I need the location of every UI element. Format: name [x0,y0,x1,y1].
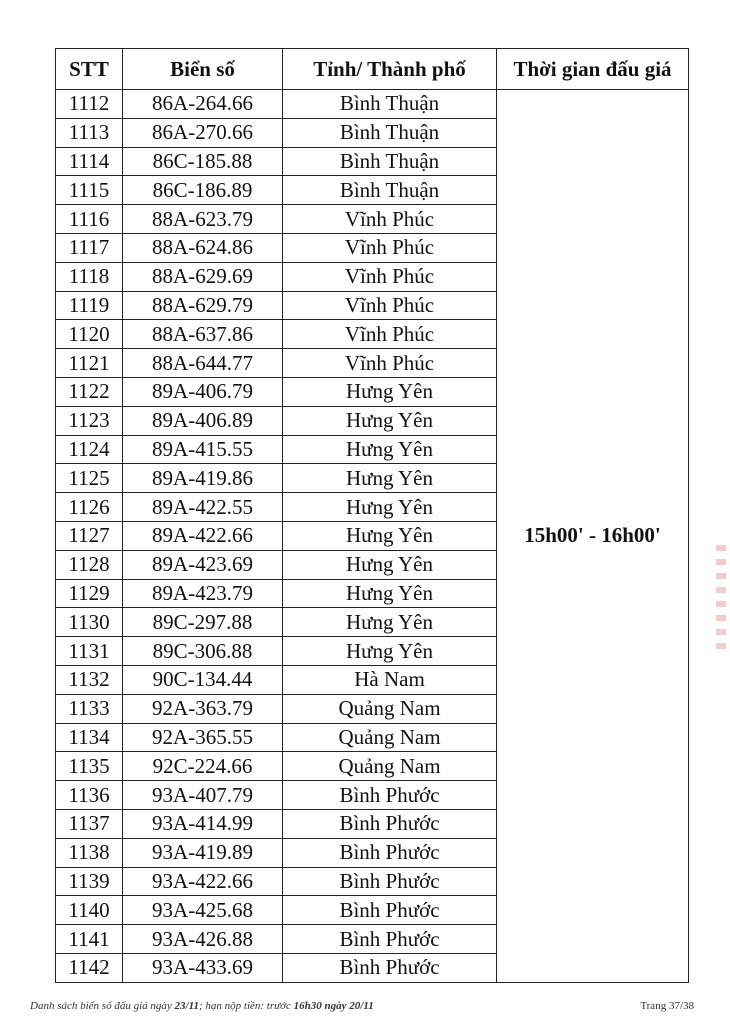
cell-stt: 1131 [56,637,123,666]
cell-plate: 89C-297.88 [123,608,283,637]
cell-province: Bình Phước [283,867,497,896]
cell-plate: 89C-306.88 [123,637,283,666]
cell-province: Hưng Yên [283,550,497,579]
header-plate: Biển số [123,49,283,90]
cell-stt: 1116 [56,205,123,234]
cell-stt: 1128 [56,550,123,579]
footer-deadline: 16h30 ngày 20/11 [293,1000,374,1012]
cell-stt: 1124 [56,435,123,464]
page-number: Trang 37/38 [640,1000,694,1012]
cell-auction-time: 15h00' - 16h00' [497,90,689,983]
cell-stt: 1119 [56,291,123,320]
cell-stt: 1129 [56,579,123,608]
cell-plate: 89A-422.55 [123,493,283,522]
cell-province: Quảng Nam [283,694,497,723]
cell-province: Hưng Yên [283,435,497,464]
cell-plate: 88A-629.69 [123,262,283,291]
page-footer [30,1000,694,1012]
cell-province: Vĩnh Phúc [283,262,497,291]
cell-province: Vĩnh Phúc [283,320,497,349]
cell-plate: 88A-623.79 [123,205,283,234]
cell-province: Hưng Yên [283,406,497,435]
table-header-row [56,49,689,90]
cell-plate: 88A-629.79 [123,291,283,320]
cell-stt: 1136 [56,781,123,810]
cell-stt: 1121 [56,349,123,378]
footer-note-middle: ; hạn nộp tiền: trước [198,1000,291,1012]
table-row [56,90,689,119]
cell-province: Bình Thuận [283,147,497,176]
cell-province: Quảng Nam [283,752,497,781]
cell-province: Bình Phước [283,925,497,954]
cell-stt: 1142 [56,953,123,982]
cell-province: Hà Nam [283,665,497,694]
cell-stt: 1113 [56,118,123,147]
cell-province: Vĩnh Phúc [283,349,497,378]
cell-stt: 1114 [56,147,123,176]
cell-plate: 93A-422.66 [123,867,283,896]
cell-stt: 1135 [56,752,123,781]
cell-stt: 1118 [56,262,123,291]
cell-plate: 93A-407.79 [123,781,283,810]
header-stt: STT [56,49,123,90]
cell-stt: 1137 [56,809,123,838]
plate-auction-table [55,48,689,983]
footer-note [30,1000,374,1012]
footer-auction-date: 23/11 [174,1000,199,1012]
cell-province: Hưng Yên [283,637,497,666]
cell-plate: 88A-624.86 [123,233,283,262]
header-province: Tỉnh/ Thành phố [283,49,497,90]
cell-stt: 1132 [56,665,123,694]
cell-province: Bình Phước [283,838,497,867]
cell-plate: 89A-415.55 [123,435,283,464]
cell-plate: 89A-423.69 [123,550,283,579]
cell-province: Hưng Yên [283,464,497,493]
cell-plate: 93A-433.69 [123,953,283,982]
cell-plate: 88A-637.86 [123,320,283,349]
cell-province: Bình Phước [283,896,497,925]
cell-stt: 1112 [56,90,123,119]
cell-province: Hưng Yên [283,608,497,637]
cell-stt: 1120 [56,320,123,349]
cell-plate: 93A-419.89 [123,838,283,867]
cell-plate: 92C-224.66 [123,752,283,781]
cell-plate: 89A-419.86 [123,464,283,493]
cell-province: Bình Phước [283,781,497,810]
cell-province: Bình Thuận [283,176,497,205]
cell-plate: 90C-134.44 [123,665,283,694]
cell-stt: 1115 [56,176,123,205]
cell-stt: 1117 [56,233,123,262]
cell-stt: 1141 [56,925,123,954]
cell-stt: 1126 [56,493,123,522]
cell-stt: 1130 [56,608,123,637]
cell-province: Hưng Yên [283,521,497,550]
cell-stt: 1122 [56,377,123,406]
footer-note-prefix: Danh sách biển số đấu giá ngày [30,1000,172,1012]
cell-plate: 92A-363.79 [123,694,283,723]
cell-plate: 88A-644.77 [123,349,283,378]
cell-stt: 1127 [56,521,123,550]
cell-plate: 92A-365.55 [123,723,283,752]
cell-stt: 1125 [56,464,123,493]
cell-province: Bình Phước [283,809,497,838]
table-body [56,90,689,983]
cell-province: Vĩnh Phúc [283,291,497,320]
cell-plate: 89A-422.66 [123,521,283,550]
document-sheet [55,48,689,983]
cell-plate: 93A-425.68 [123,896,283,925]
cell-plate: 89A-406.79 [123,377,283,406]
cell-province: Hưng Yên [283,377,497,406]
cell-plate: 86C-185.88 [123,147,283,176]
cell-province: Hưng Yên [283,493,497,522]
cell-plate: 93A-426.88 [123,925,283,954]
cell-province: Vĩnh Phúc [283,233,497,262]
cell-plate: 89A-406.89 [123,406,283,435]
cell-plate: 93A-414.99 [123,809,283,838]
cell-stt: 1134 [56,723,123,752]
cell-stt: 1139 [56,867,123,896]
cell-province: Bình Phước [283,953,497,982]
cell-stt: 1123 [56,406,123,435]
cell-stt: 1140 [56,896,123,925]
cell-plate: 89A-423.79 [123,579,283,608]
cell-province: Quảng Nam [283,723,497,752]
cell-plate: 86A-264.66 [123,90,283,119]
cell-province: Vĩnh Phúc [283,205,497,234]
cell-province: Bình Thuận [283,118,497,147]
cell-stt: 1138 [56,838,123,867]
cell-plate: 86C-186.89 [123,176,283,205]
cell-province: Hưng Yên [283,579,497,608]
cell-province: Bình Thuận [283,90,497,119]
stamp-mark [716,545,726,655]
cell-plate: 86A-270.66 [123,118,283,147]
cell-stt: 1133 [56,694,123,723]
header-auction-time: Thời gian đấu giá [497,49,689,90]
